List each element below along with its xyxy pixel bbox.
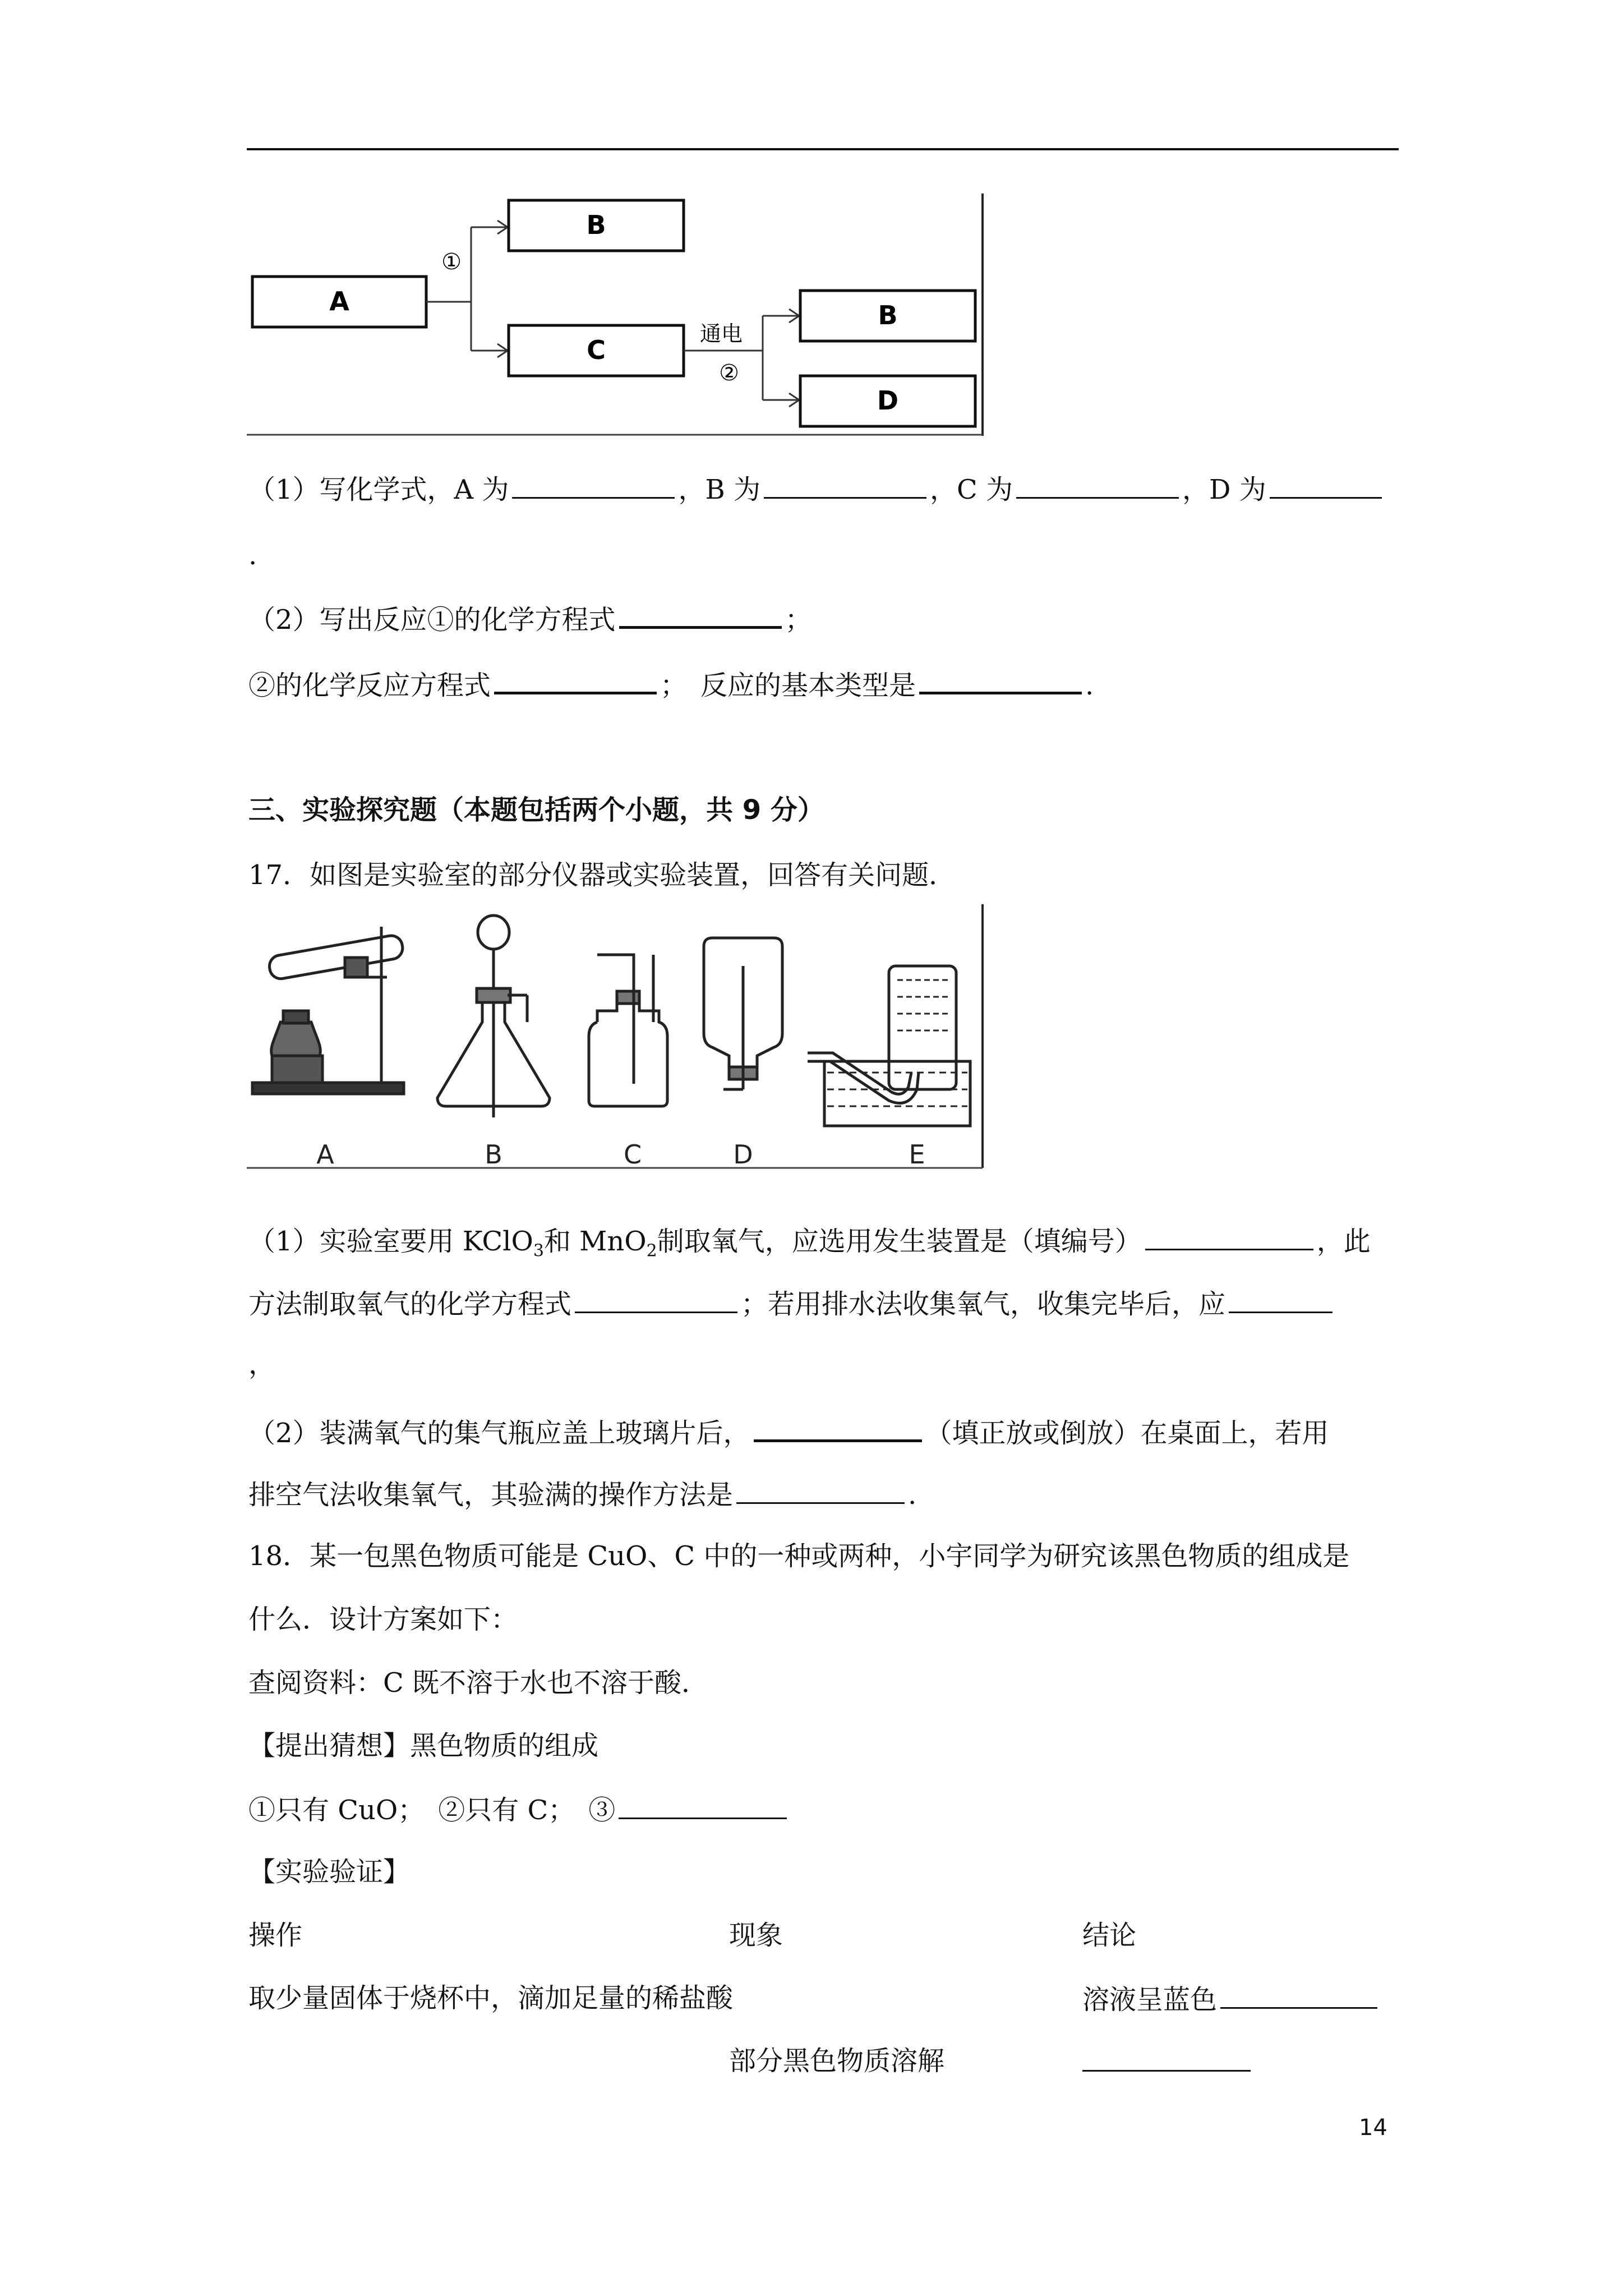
label-c: C	[623, 1139, 642, 1170]
blank-b	[764, 470, 926, 499]
q17-sub1: （1）实验室要用 KClO$_3$和 MnO$_2$制取氧气，应选用发生装置是（填编号） ，此	[248, 1222, 1371, 1269]
q17-sub2: （2）装满氧气的集气瓶应盖上玻璃片后， （填正放或倒放）在桌面上，若用	[248, 1412, 1329, 1451]
blank-after-collect	[1229, 1285, 1332, 1313]
q18-stem-1: 18．某一包黑色物质可能是 CuO、C 中的一种或两种，小宇同学为研究该黑色物质的组成是	[248, 1540, 1350, 1572]
blank-check-full	[736, 1475, 905, 1504]
blank-eq2	[494, 665, 657, 694]
step-2-label: ②	[719, 360, 739, 386]
q16-sub1-end: .	[248, 540, 257, 571]
lab-apparatus-figure	[247, 904, 993, 1171]
row1-operation: 取少量固体于烧杯中，滴加足量的稀盐酸	[248, 1982, 734, 2014]
q17-stem: 17．如图是实验室的部分仪器或实验装置，回答有关问题．	[248, 859, 956, 891]
apparatus-b	[437, 915, 550, 1117]
blank-row2-conclusion	[1082, 2043, 1251, 2072]
page-number: 14	[1359, 2115, 1387, 2141]
box-c	[509, 325, 684, 376]
apparatus-c	[589, 955, 667, 1106]
q18-verify-title: 【实验验证】	[248, 1856, 411, 1888]
blank-apparatus	[1145, 1222, 1313, 1250]
box-b-right	[800, 291, 975, 341]
box-b-right-label: B	[878, 300, 898, 330]
label-b: B	[485, 1139, 502, 1170]
box-b-top-label: B	[586, 210, 606, 240]
box-c-label: C	[587, 335, 606, 365]
step-1-label: ①	[441, 249, 462, 275]
blank-d	[1270, 470, 1382, 499]
apparatus-a	[252, 927, 404, 1094]
q18-stem-2: 什么．设计方案如下：	[248, 1604, 518, 1635]
blank-placement	[754, 1412, 922, 1442]
section-3-title: 三、实验探究题（本题包括两个小题，共 9 分）	[248, 794, 824, 826]
q18-reference: 查阅资料：C 既不溶于水也不溶于酸．	[248, 1667, 708, 1699]
box-a-label: A	[329, 286, 349, 316]
apparatus-d	[704, 938, 782, 1089]
blank-type	[919, 665, 1082, 694]
row2-phenomenon: 部分黑色物质溶解	[729, 2045, 945, 2077]
q18-hypotheses: ①只有 CuO； ②只有 C； ③	[248, 1791, 790, 1828]
label-a: A	[316, 1139, 334, 1170]
label-e: E	[909, 1139, 925, 1170]
energize-label: 通电	[699, 321, 743, 346]
reaction-flow-diagram	[247, 194, 993, 440]
q17-sub1-line3: ，	[248, 1349, 276, 1380]
col-operation: 操作	[248, 1920, 303, 1951]
blank-row1-conclusion	[1220, 1980, 1377, 2009]
row1-phenomenon: 溶液呈蓝色	[1082, 1980, 1381, 2018]
blank-equation	[575, 1285, 737, 1313]
q17-sub2-line2: 排空气法收集氧气，其验满的操作方法是 .	[248, 1475, 916, 1513]
header-rule	[247, 148, 1399, 150]
label-d: D	[733, 1139, 753, 1170]
row2-conclusion	[1082, 2043, 1254, 2081]
box-d	[800, 376, 975, 426]
q18-hypothesis-title: 【提出猜想】黑色物质的组成	[248, 1730, 599, 1761]
col-phenomenon: 现象	[729, 1920, 783, 1951]
blank-c	[1016, 470, 1179, 499]
blank-a	[512, 470, 675, 499]
box-a	[252, 277, 426, 327]
col-conclusion: 结论	[1082, 1920, 1137, 1951]
q16-sub1: （1）写化学式，A 为 ，B 为 ，C 为 ，D 为	[248, 470, 1385, 508]
q16-sub2: （2）写出反应①的化学方程式 ；	[248, 599, 812, 638]
box-b-top	[509, 200, 684, 251]
blank-eq1	[619, 599, 782, 629]
q17-sub1-line2: 方法制取氧气的化学方程式 ；若用排水法收集氧气，收集完毕后，应	[248, 1285, 1336, 1322]
blank-hyp3	[619, 1791, 787, 1819]
apparatus-e	[808, 966, 970, 1126]
q16-sub3: ②的化学反应方程式 ； 反应的基本类型是 .	[248, 665, 1094, 703]
box-d-label: D	[877, 385, 899, 416]
